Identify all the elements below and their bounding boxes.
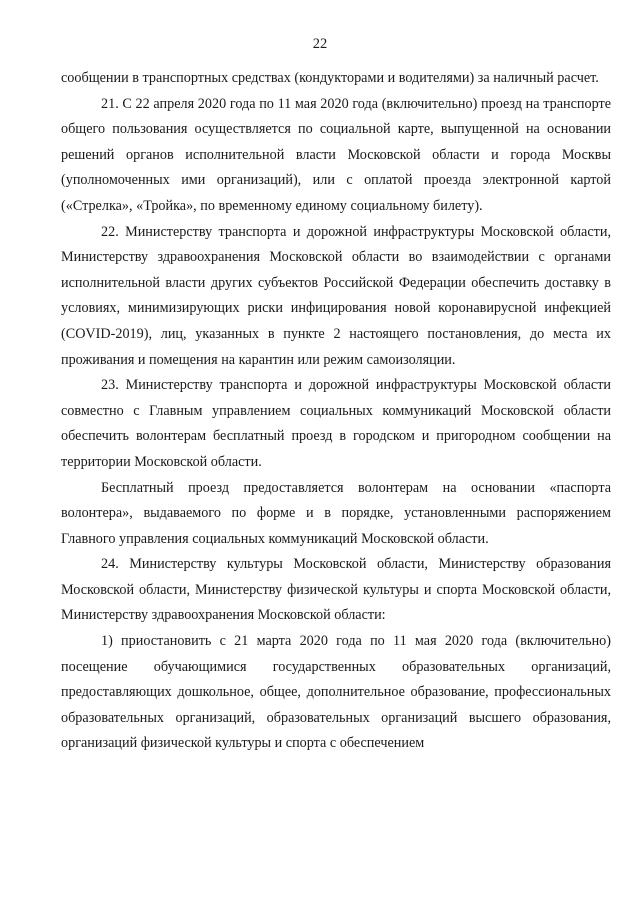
document-body	[61, 66, 611, 757]
paragraph-volunteer-travel: Бесплатный проезд предоставляется волонтерам на основании «паспорта волонтера», выдаваемого по форме и в порядке, установленными распоряжением Главного управления социальных коммуникаций Московской области.	[61, 479, 611, 547]
paragraph-item-24-subitem-1: 1) приостановить с 21 марта 2020 года по 11 мая 2020 года (включительно) посещение обучающимися государственных образовательных организаций, предоставляющих дошкольное, общее, дополнительное образование, профессиональных образовательных организаций, образовательных организаций высшего образования, организаций физической культуры и спорта с обеспечением	[61, 633, 611, 752]
paragraph-item-23: 23. Министерству транспорта и дорожной инфраструктуры Московской области совместно с Главным управлением социальных коммуникаций Московской области обеспечить волонтерам бесплатный проезд в городском и пригородном сообщении на территории Московской области.	[61, 377, 611, 470]
page-number: 22	[312, 36, 328, 52]
paragraph-item-21: 21. С 22 апреля 2020 года по 11 мая 2020 года (включительно) проезд на транспорте общего пользования осуществляется по социальной карте, выпущенной на основании решений органов исполнительной власти Московской области и города Москвы (уполномоченных ими организаций), или с оплатой проезда электронной картой («Стрелка», «Тройка», по временному единому социальному билету).	[61, 95, 611, 214]
paragraph-item-24: 24. Министерству культуры Московской области, Министерству образования Московской области, Министерству физической культуры и спорта Московской области, Министерству здравоохранения Московской области:	[61, 556, 611, 624]
paragraph-item-22: 22. Министерству транспорта и дорожной инфраструктуры Московской области, Министерству здравоохранения Московской области во взаимодействии с органами исполнительной власти других субъектов Российской Федерации обеспечить доставку в условиях, минимизирующих риски инфицирования новой коронавирусной инфекцией (COVID-2019), лиц, указанных в пункте 2 настоящего постановления, до места их проживания и помещения на карантин или режим самоизоляции.	[61, 223, 611, 368]
paragraph-continuation: сообщении в транспортных средствах (кондукторами и водителями) за наличный расчет.	[61, 70, 599, 86]
